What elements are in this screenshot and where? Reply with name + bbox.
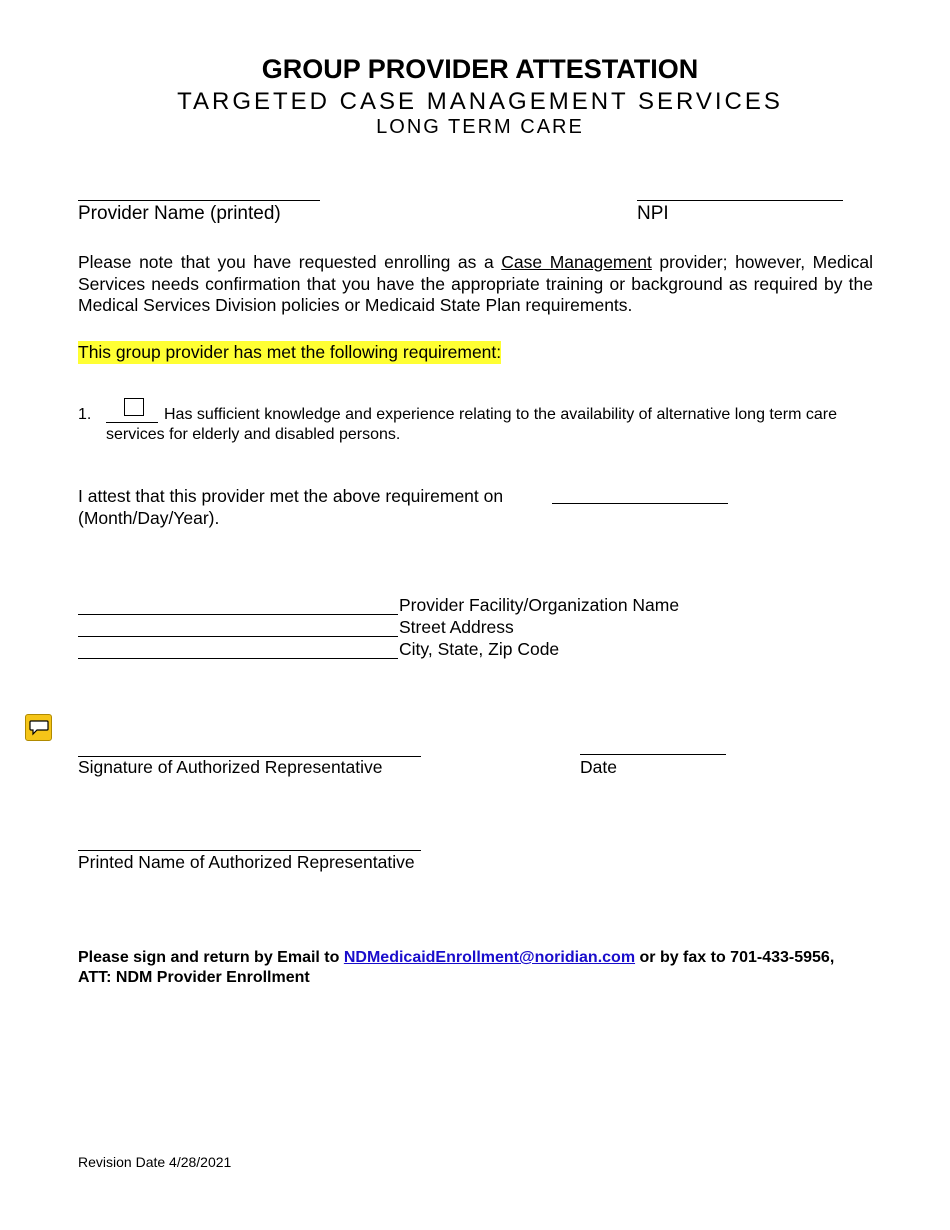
street-label: Street Address [399,617,514,637]
form-subtitle: TARGETED CASE MANAGEMENT SERVICES [177,88,783,115]
facility-line[interactable] [78,614,398,615]
comment-icon[interactable] [25,714,52,741]
form-title: GROUP PROVIDER ATTESTATION [261,54,699,84]
revision-date: Revision Date 4/28/2021 [78,1154,232,1170]
notice-paragraph: Please note that you have requested enrolling as a Case Management provider; however, Medical Services needs confirmation that you have the appropriate training or background as required by the Medical Services Division policies or Medicaid State Plan requirements. [78,252,873,315]
signature-label: Signature of Authorized Representative [78,757,383,777]
attest-date-line[interactable] [552,503,728,504]
provider-name-label: Provider Name (printed) [78,203,281,224]
requirement-highlight: This group provider has met the following requirement: [78,342,502,362]
form-subtitle-2: LONG TERM CARE [376,116,584,138]
email-link[interactable]: NDMedicaidEnrollment@noridian.com [343,949,636,966]
printed-name-label: Printed Name of Authorized Representative [78,852,415,872]
return-instructions: Please sign and return by Email to NDMedicaidEnrollment@noridian.com or by fax to 701-433-5956, ATT: NDM Provider Enrollment [78,949,835,986]
street-line[interactable] [78,636,398,637]
facility-label: Provider Facility/Organization Name [399,595,680,615]
case-management-text: Case Management [501,252,652,272]
npi-label: NPI [637,203,669,224]
date-label: Date [580,757,617,777]
printed-name-line[interactable] [78,850,421,851]
provider-name-line[interactable] [78,200,320,201]
city-label: City, State, Zip Code [399,639,560,659]
city-line[interactable] [78,658,398,659]
requirement-text: Has sufficient knowledge and experience relating to the availability of alternative long term care services for elderly and disabled persons. [106,406,837,443]
date-line[interactable] [580,754,726,755]
attest-statement: I attest that this provider met the above requirement on (Month/Day/Year). [78,486,504,528]
npi-line[interactable] [637,200,843,201]
requirement-number: 1. [78,406,92,423]
